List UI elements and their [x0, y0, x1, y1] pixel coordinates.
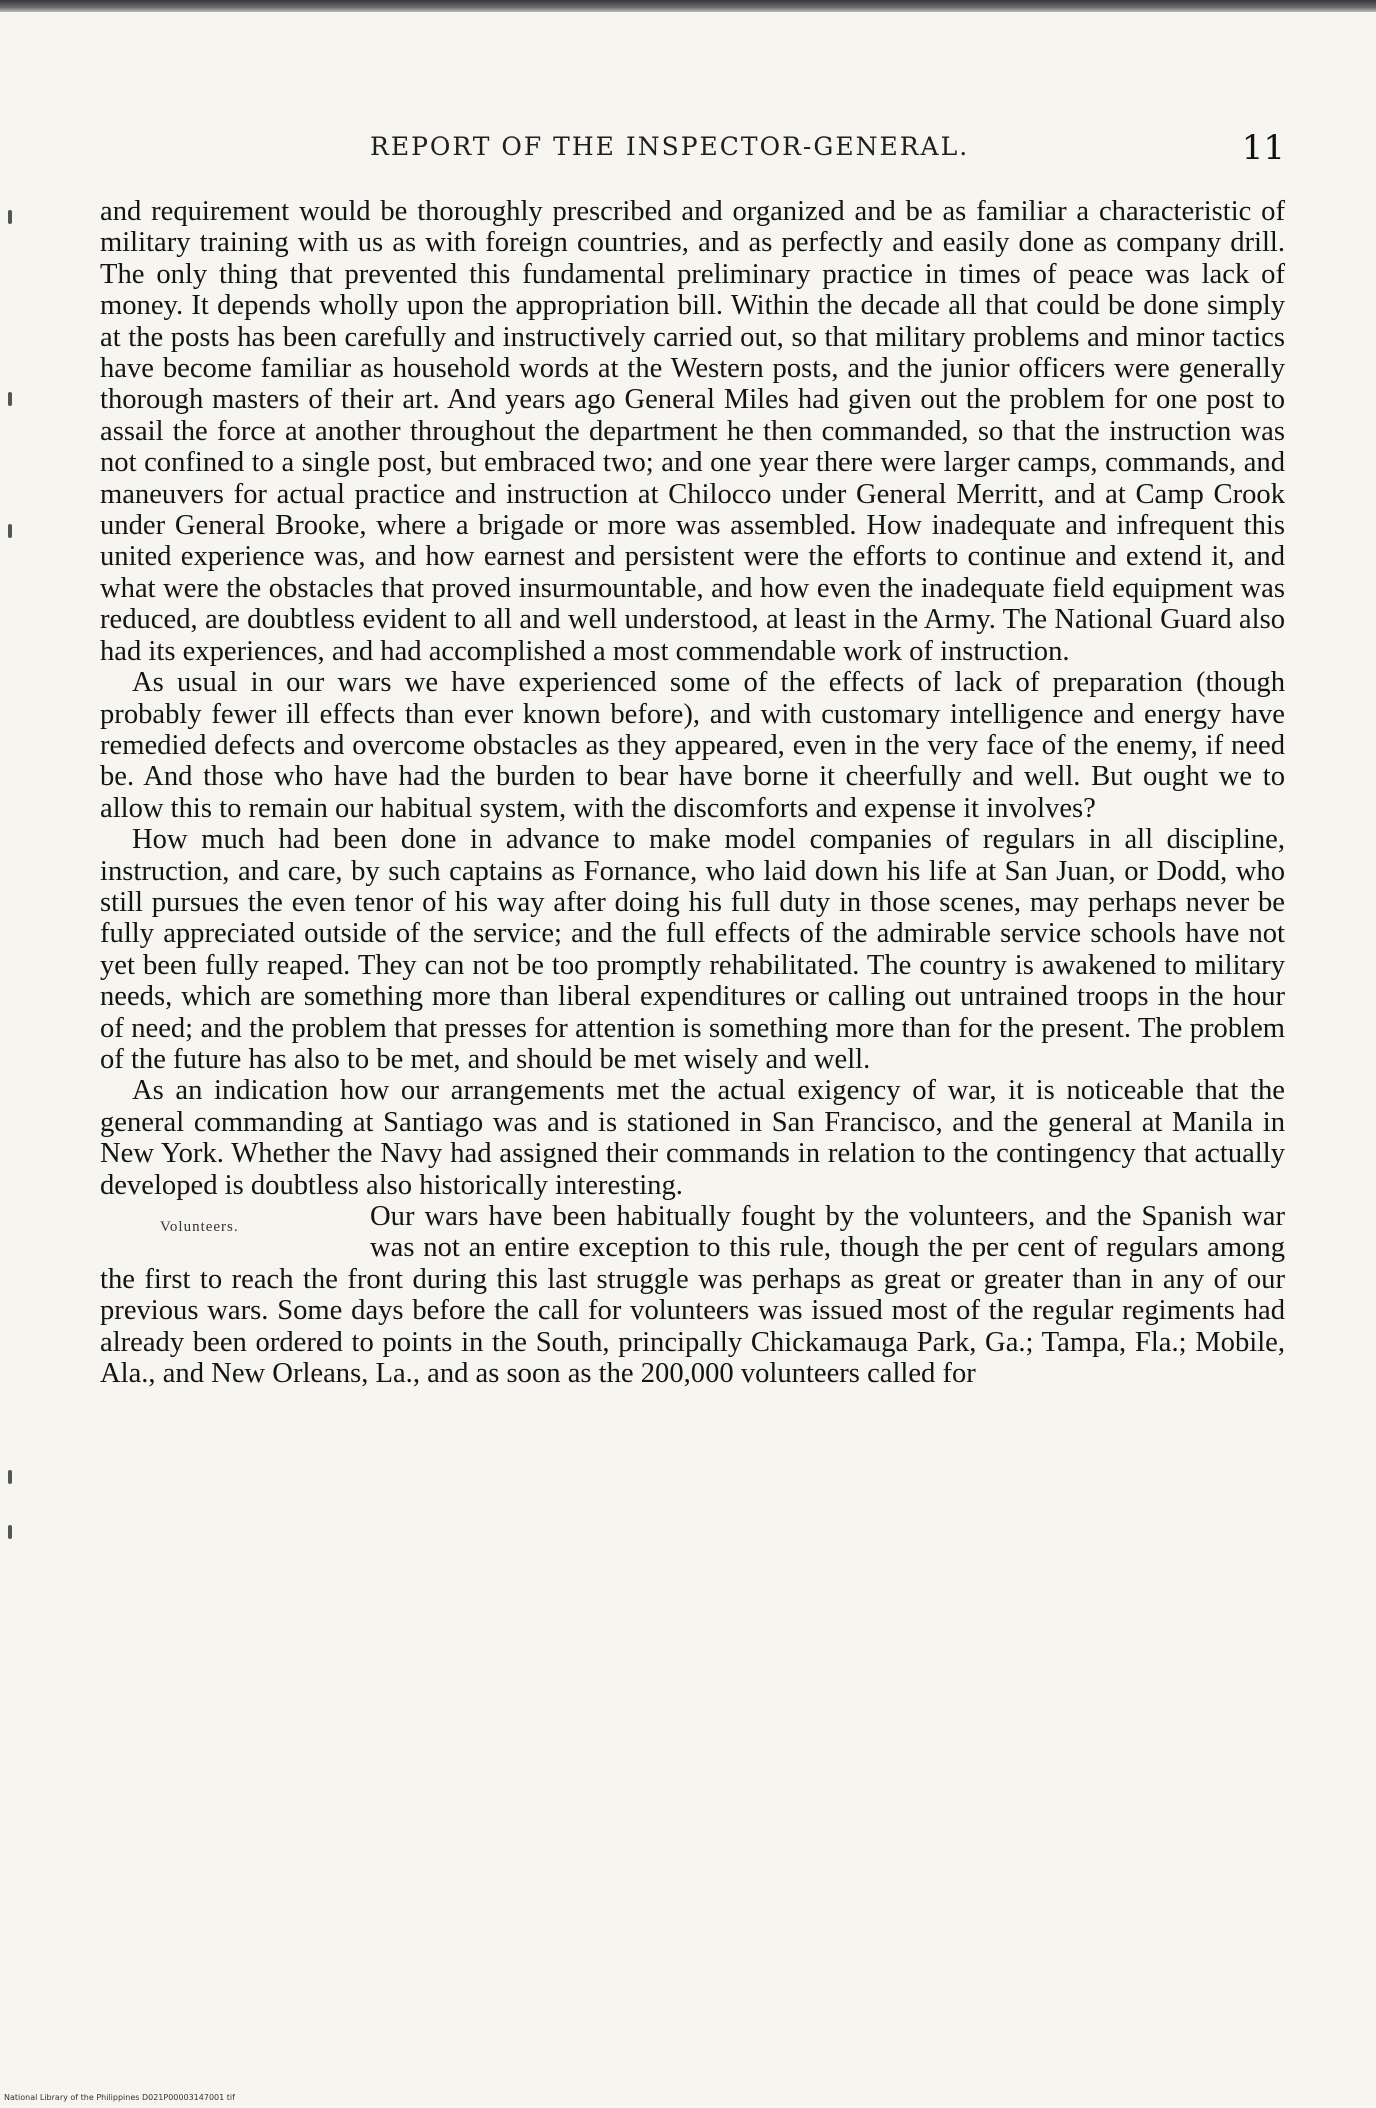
margin-mark — [8, 210, 12, 224]
margin-mark — [8, 524, 12, 538]
page-number: 11 — [1241, 128, 1285, 168]
paragraph: Our wars have been habitually fought by the volunteers, and the Spanish war was not an entire exception to this rule, though the per cent of regulars among the first to reach the front during this last struggle was perhaps as great or greater than in any of our previous wars. Some days before the call for volunteers was issued most of the regular regiments had already been ordered to points in the South, principally Chickamauga Park, Ga.; Tampa, Fla.; Mobile, Ala., and New Orleans, La., and as soon as the 200,000 volunteers called for — [100, 1201, 1285, 1390]
margin-mark — [8, 1525, 12, 1539]
paragraph: As usual in our wars we have experienced some of the effects of lack of preparation (though probably fewer ill effects than ever known before), and with customary intelligence and energy have remedied defects and overcome obstacles as they appeared, even in the very face of the enemy, if need be. And those who have had the burden to bear have borne it cheerfully and well. But ought we to allow this to remain our habitual system, with the discomforts and expense it involves? — [100, 667, 1285, 824]
volunteers-section — [100, 1201, 1285, 1389]
body-text — [100, 196, 1285, 1389]
paragraph: and requirement would be thoroughly prescribed and organized and be as familiar a characteristic of military training with us as with foreign countries, and as perfectly and easily done as company drill. The only thing that prevented this fundamental preliminary practice in times of peace was lack of money. It depends wholly upon the appropriation bill. Within the decade all that could be done simply at the posts has been carefully and instructively carried out, so that military problems and minor tactics have become familiar as household words at the Western posts, and the junior officers were generally thorough masters of their art. And years ago General Miles had given out the problem for one post to assail the force at another throughout the department he then commanded, so that the instruction was not confined to a single post, but embraced two; and one year there were larger camps, commands, and maneuvers for actual practice and instruction at Chilocco under General Merritt, and at Camp Crook under General Brooke, where a brigade or more was assembled. How inadequate and infrequent this united experience was, and how earnest and persistent were the efforts to continue and extend it, and what were the obstacles that proved insurmountable, and how even the inadequate field equipment was reduced, are doubtless evident to all and well understood, at least in the Army. The National Guard also had its experiences, and had accomplished a most commendable work of instruction. — [100, 196, 1285, 667]
margin-mark — [8, 392, 12, 406]
sidenote-volunteers: Volunteers. — [160, 1219, 239, 1235]
running-head: REPORT OF THE INSPECTOR-GENERAL. — [370, 132, 970, 161]
page-header — [100, 128, 1285, 172]
scan-edge — [0, 0, 1376, 12]
scan-credit: National Library of the Philippines D021P00003147001 tif — [4, 2093, 235, 2102]
paragraph: How much had been done in advance to make model companies of regulars in all discipline, instruction, and care, by such captains as Fornance, who laid down his life at San Juan, or Dodd, who still pursues the even tenor of his way after doing his full duty in those scenes, may perhaps never be fully appreciated outside of the service; and the full effects of the admirable service schools have not yet been fully reaped. They can not be too promptly rehabilitated. The country is awakened to military needs, which are something more than liberal expenditures or calling out untrained troops in the hour of need; and the problem that presses for attention is something more than for the present. The problem of the future has also to be met, and should be met wisely and well. — [100, 824, 1285, 1075]
paragraph: As an indication how our arrangements met the actual exigency of war, it is noticeable that the general commanding at Santiago was and is stationed in San Francisco, and the general at Manila in New York. Whether the Navy had assigned their commands in relation to the contingency that actually developed is doubtless also historically interesting. — [100, 1075, 1285, 1201]
margin-mark — [8, 1470, 12, 1484]
